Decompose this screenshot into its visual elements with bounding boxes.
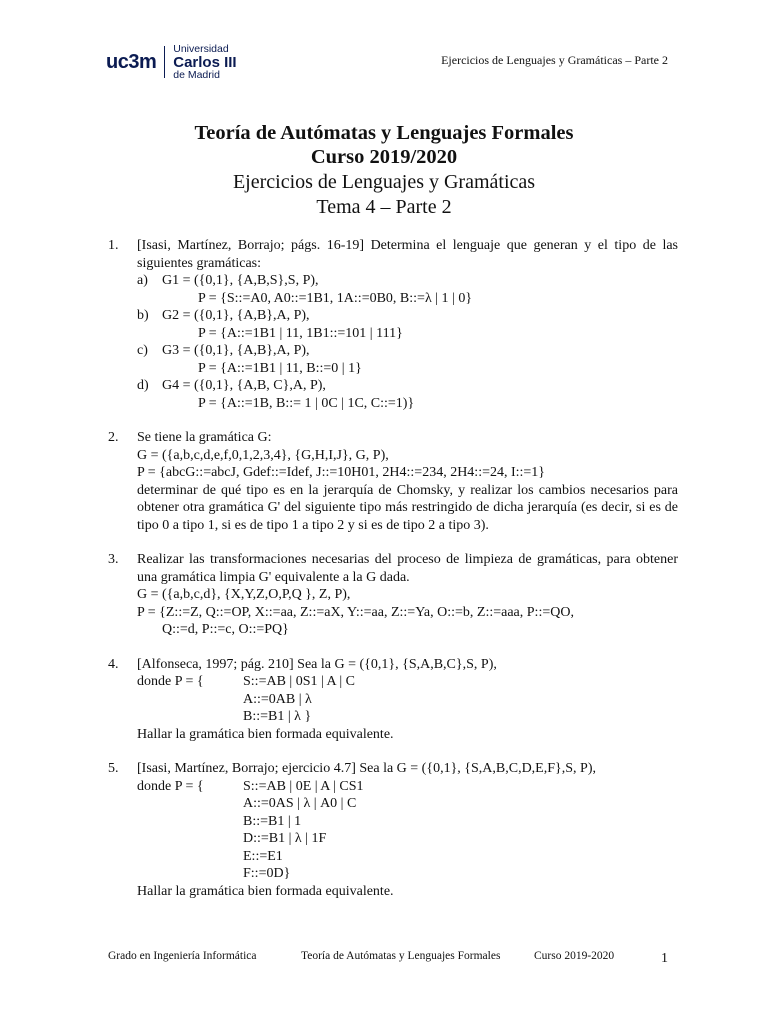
production-rule: [137, 691, 678, 709]
production-text: B::=B1 | λ }: [243, 709, 312, 724]
topic-title: Tema 4 – Parte 2: [316, 196, 452, 218]
grammar-definition: G2 = ({0,1}, {A,B},A, P),: [162, 308, 310, 323]
exercise-statement: [Isasi, Martínez, Borrajo; págs. 16-19] Determina el lenguaje que generan y el tipo de las siguientes gramáticas:: [137, 238, 678, 271]
grammar-definition: G = ({a,b,c,d,e,f,0,1,2,3,4}, {G,H,I,J}, G, P),: [137, 447, 389, 463]
footer-degree: Grado en Ingeniería Informática: [108, 950, 257, 962]
exercise-4: [108, 656, 678, 744]
spacer: [108, 534, 678, 551]
exercise-number: 4.: [108, 656, 119, 672]
logo-divider: [164, 46, 165, 78]
spacer: [108, 412, 678, 429]
logo-line-3: de Madrid: [173, 68, 220, 81]
university-logo: [106, 42, 237, 82]
exercise-statement: Se tiene la gramática G:: [137, 430, 272, 445]
production-text: S::=AB | 0S1 | A | C: [243, 674, 356, 689]
item-label: d): [137, 378, 149, 393]
production-rule: [137, 865, 678, 883]
exercise-question: Hallar la gramática bien formada equivalente.: [137, 883, 394, 899]
production-text: D::=B1 | λ | 1F: [243, 831, 327, 846]
exercise-statement: [Alfonseca, 1997; pág. 210] Sea la G = ({0,1}, {S,A,B,C},S, P),: [137, 656, 497, 672]
exercise-number: 5.: [108, 761, 119, 776]
logo-mark: uc3m: [106, 50, 157, 73]
production-text: B::=B1 | 1: [243, 813, 302, 829]
grammar-item: [137, 377, 678, 395]
exercise-statement: [Isasi, Martínez, Borrajo; ejercicio 4.7] Sea la G = ({0,1}, {S,A,B,C,D,E,F},S, P),: [137, 761, 596, 776]
productions-lead: donde P = {: [137, 778, 204, 794]
exercise-list: [108, 237, 678, 900]
logo-line-1: Universidad: [173, 42, 229, 55]
spacer: [108, 743, 678, 760]
production-text: A::=0AS | λ | A0 | C: [243, 796, 357, 811]
production-rule: [137, 778, 678, 796]
logo-line-2: Carlos III: [173, 53, 237, 71]
production-rule: [137, 848, 678, 866]
grammar-definition: G1 = ({0,1}, {A,B,S},S, P),: [162, 273, 319, 288]
production-text: E::=E1: [243, 848, 283, 864]
footer-year: Curso 2019-2020: [534, 950, 615, 962]
production-rule: [137, 795, 678, 813]
grammar-definition: G4 = ({0,1}, {A,B, C},A, P),: [162, 378, 326, 393]
footer-course: Teoría de Autómatas y Lenguajes Formales: [301, 950, 501, 962]
running-title: Ejercicios de Lenguajes y Gramáticas – Parte 2: [441, 53, 668, 67]
grammar-productions: P = {A::=1B, B::= 1 | 0C | 1C, C::=1)}: [198, 395, 415, 411]
grammar-productions: P = {Z::=Z, Q::=OP, X::=aa, Z::=aX, Y::=aa, Z::=Ya, O::=b, Z::=aaa, P::=QO,: [137, 604, 574, 620]
item-label: b): [137, 308, 149, 323]
exercise-number: 3.: [108, 552, 119, 567]
production-rule: [137, 708, 678, 726]
spacer: [108, 639, 678, 656]
production-rule: [137, 813, 678, 831]
grammar-item: [137, 272, 678, 290]
grammar-definition: G3 = ({0,1}, {A,B},A, P),: [162, 343, 310, 358]
exercise-2: [108, 429, 678, 534]
grammar-definition: G = ({a,b,c,d}, {X,Y,Z,O,P,Q }, Z, P),: [137, 587, 351, 602]
production-text: S::=AB | 0E | A | CS1: [243, 778, 364, 794]
grammar-productions-continued: Q::=d, P::=c, O::=PQ}: [162, 622, 289, 637]
exercise-1: [108, 237, 678, 412]
document-subtitle: Ejercicios de Lenguajes y Gramáticas: [232, 171, 536, 193]
production-rule: [137, 673, 678, 691]
production-text: A::=0AB | λ: [243, 691, 312, 707]
exercise-3: [108, 551, 678, 639]
productions-lead: donde P = {: [137, 674, 204, 689]
item-label: c): [137, 343, 148, 358]
exercise-statement: Realizar las transformaciones necesarias del proceso de limpieza de gramáticas, para obtener una gramática limpia G' equivalente a la G dada.: [137, 552, 678, 585]
grammar-productions: P = {A::=1B1 | 11, B::=0 | 1}: [198, 360, 362, 376]
exercise-number: 2.: [108, 430, 119, 445]
logo-text: [173, 44, 236, 81]
exercise-instructions: determinar de qué tipo es en la jerarquía de Chomsky, y realizar los cambios necesarios para obtener otra gramática G' del siguiente tipo más restringido de dicha jerarquía (es decir, si es de tipo 0 a tipo 1, si es de tipo 1 a tipo 2 y si es de tipo 2 a tipo 3).: [137, 482, 678, 533]
document-title-block: [0, 121, 768, 220]
exercise-number: 1.: [108, 238, 119, 253]
item-label: a): [137, 273, 148, 288]
production-text: F::=0D}: [243, 866, 291, 881]
grammar-item: [137, 342, 678, 360]
grammar-productions: P = {S::=A0, A0::=1B1, 1A::=0B0, B::=λ | 1 | 0}: [198, 290, 473, 306]
exercise-question: Hallar la gramática bien formada equivalente.: [137, 726, 394, 742]
production-rule: [137, 830, 678, 848]
grammar-productions: P = {abcG::=abcJ, Gdef::=Idef, J::=10H01, 2H4::=234, 2H4::=24, I::=1}: [137, 465, 546, 480]
course-title: Teoría de Autómatas y Lenguajes Formales: [194, 122, 574, 144]
course-year: Curso 2019/2020: [310, 146, 458, 168]
grammar-item: [137, 307, 678, 325]
grammar-productions: P = {A::=1B1 | 11, 1B1::=101 | 111}: [198, 325, 403, 341]
exercise-5: [108, 760, 678, 900]
page-number: 1: [661, 951, 668, 966]
